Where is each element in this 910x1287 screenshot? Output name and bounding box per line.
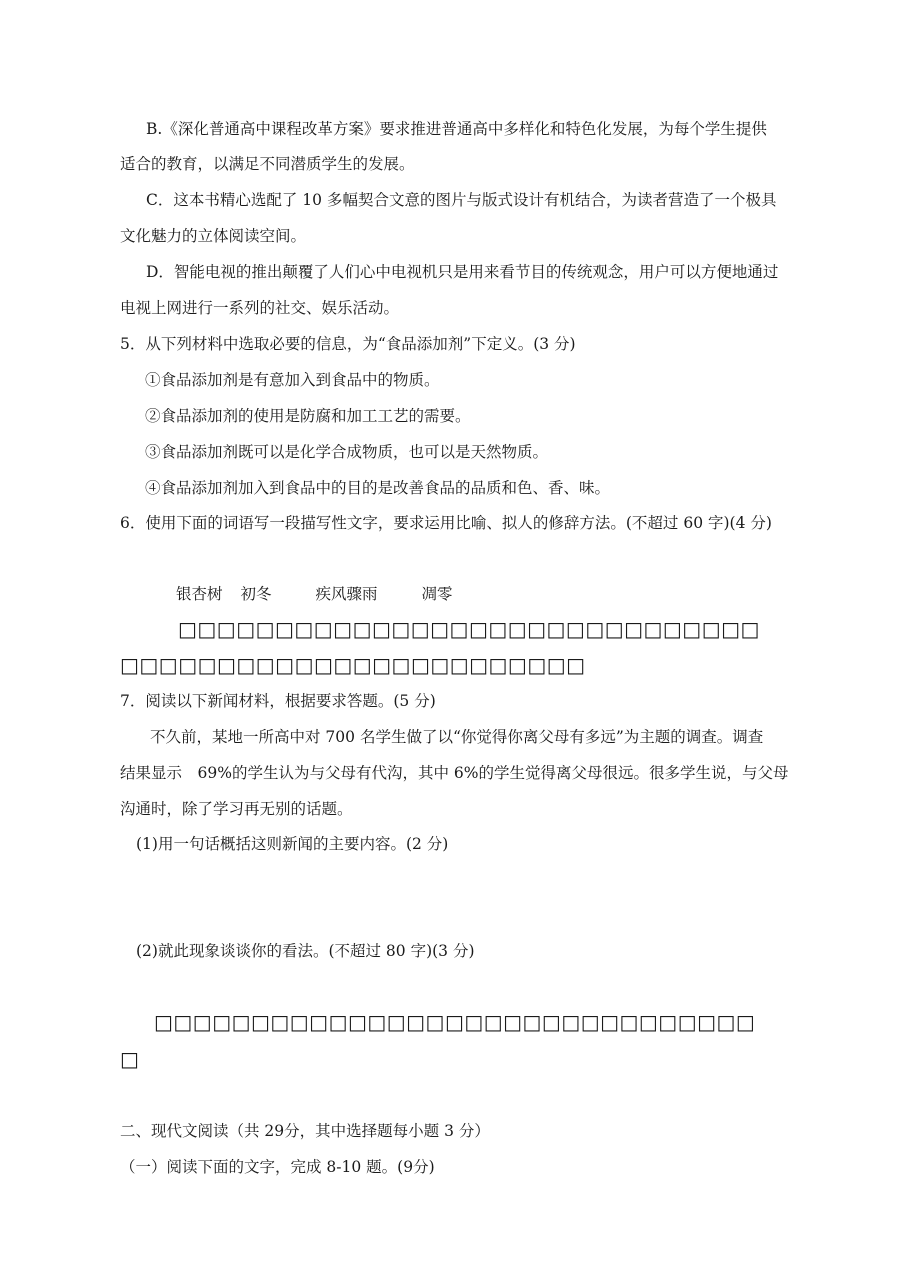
q4-option-c-line2: 文化魅力的立体阅读空间。 (120, 227, 307, 245)
q6-answer-blank-line2[interactable]: □□□□□□□□□□□□□□□□□□□□□□□□ (120, 653, 586, 677)
q6-word-3: 疾风骤雨 (315, 585, 378, 603)
section2-subheading: （一）阅读下面的文字，完成 8-10 题。(9分) (120, 1158, 435, 1176)
q7-stem: 7．阅读以下新闻材料，根据要求答题。(5 分) (120, 692, 436, 710)
q5-item-4: ④食品添加剂加入到食品中的目的是改善食品的品质和色、香、味。 (145, 479, 611, 497)
q6-word-2: 初冬 (240, 585, 272, 603)
q5-item-1: ①食品添加剂是有意加入到食品中的物质。 (145, 371, 440, 389)
q5-stem: 5．从下列材料中选取必要的信息，为“食品添加剂”下定义。(3 分) (120, 335, 576, 353)
q7-answer-blank-line1[interactable]: □□□□□□□□□□□□□□□□□□□□□□□□□□□□□□□ (154, 1010, 756, 1034)
q5-item-3: ③食品添加剂既可以是化学合成物质，也可以是天然物质。 (145, 443, 549, 461)
q6-word-list (176, 583, 453, 605)
q7-news-line2: 结果显示 69%的学生认为与父母有代沟，其中 6%的学生觉得离父母很远。很多学生说，与父母 (120, 764, 789, 782)
q7-answer-blank-line2[interactable]: □ (120, 1047, 140, 1071)
q7-subquestion-2: (2)就此现象谈谈你的看法。(不超过 80 字)(3 分) (136, 942, 475, 960)
q6-stem: 6．使用下面的词语写一段描写性文字，要求运用比喻、拟人的修辞方法。(不超过 60 字)(4 分) (120, 514, 772, 532)
q4-option-b-line1: B.《深化普通高中课程改革方案》要求推进普通高中多样化和特色化发展，为每个学生提供 (146, 120, 767, 138)
section2-heading: 二、现代文阅读（共 29分，其中选择题每小题 3 分） (120, 1122, 490, 1140)
q4-option-d-line1: D．智能电视的推出颠覆了人们心中电视机只是用来看节目的传统观念，用户可以方便地通过 (146, 263, 779, 281)
q6-word-4: 凋零 (421, 585, 453, 603)
q7-news-line1: 不久前，某地一所高中对 700 名学生做了以“你觉得你离父母有多远”为主题的调查。调查 (150, 728, 764, 746)
q6-word-1: 银杏树 (176, 585, 223, 603)
q7-news-line3: 沟通时，除了学习再无别的话题。 (120, 800, 353, 818)
q4-option-b-line2: 适合的教育，以满足不同潜质学生的发展。 (120, 155, 415, 173)
q7-subquestion-1: (1)用一句话概括这则新闻的主要内容。(2 分) (136, 835, 449, 853)
q4-option-d-line2: 电视上网进行一系列的社交、娱乐活动。 (120, 299, 400, 317)
q4-option-c-line1: C．这本书精心选配了 10 多幅契合文意的图片与版式设计有机结合，为读者营造了一个极具 (146, 191, 777, 209)
q5-item-2: ②食品添加剂的使用是防腐和加工工艺的需要。 (145, 407, 471, 425)
q6-answer-blank-line1[interactable]: □□□□□□□□□□□□□□□□□□□□□□□□□□□□□□ (178, 617, 760, 641)
